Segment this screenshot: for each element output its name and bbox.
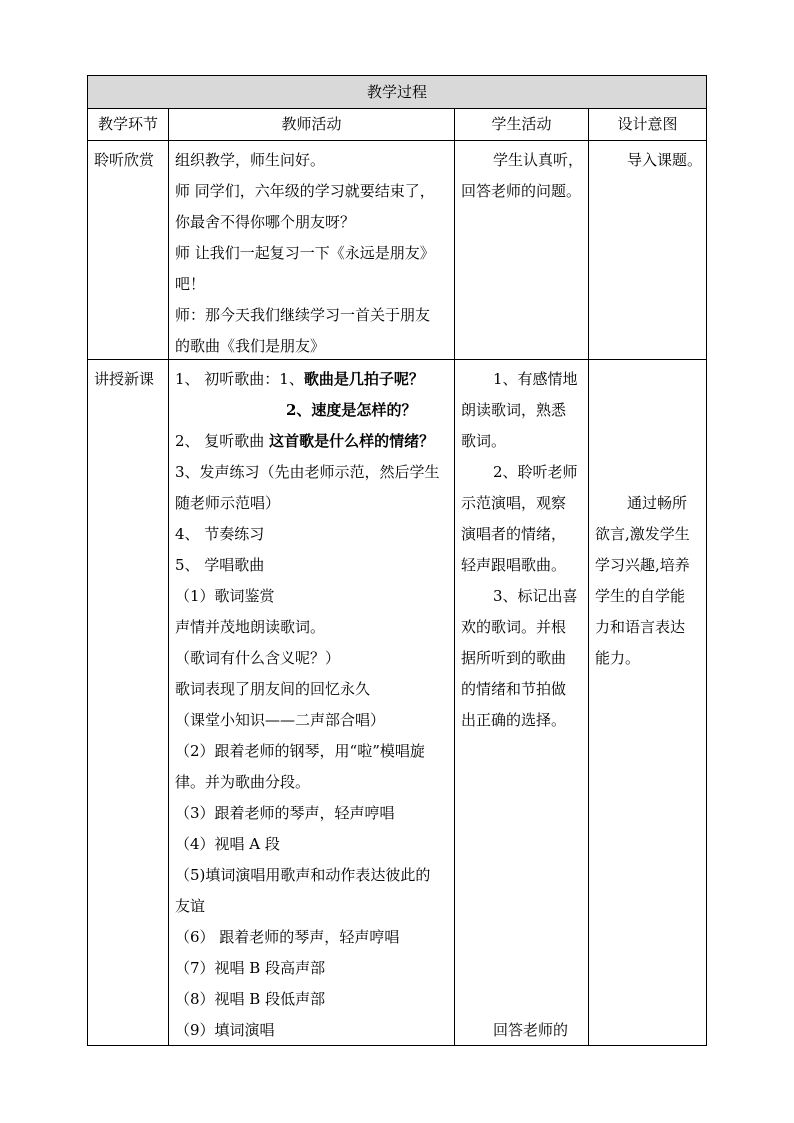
text-line: 的情绪和节拍做 (461, 680, 567, 698)
text-line: 师：那今天我们继续学习一首关于朋友 (175, 306, 431, 324)
text-line: 的歌曲《我们是朋友》 (175, 337, 326, 355)
teaching-process-table (87, 75, 707, 1046)
text-line: （5)填词演唱用歌声和动作表达彼此的 (175, 866, 431, 884)
text-line (286, 400, 416, 420)
table-row (88, 360, 706, 1046)
text-line: 歌词表现了朋友间的回忆永久 (175, 680, 371, 698)
stage-cell: 讲授新课 (94, 370, 155, 388)
table-title: 教学过程 (88, 76, 706, 108)
header-student: 学生活动 (455, 109, 588, 140)
text-line: （课堂小知识——二声部合唱） (175, 711, 386, 729)
text-line: 据所听到的歌曲 (461, 649, 567, 667)
text-line: （9）填词演唱 (175, 1021, 275, 1039)
text-line: 3、标记出喜 (493, 587, 578, 605)
text-line: 随老师示范唱） (175, 494, 281, 512)
text-line: 欲言,激发学生 (595, 525, 690, 543)
column-divider (454, 108, 455, 1045)
text-line: 示范演唱，观察 (461, 494, 567, 512)
text-line: 你最舍不得你哪个朋友呀？ (175, 213, 356, 231)
table-row (88, 141, 706, 359)
text-line: （7）视唱 B 段高声部 (175, 959, 326, 977)
text-line: 学生的自学能 (595, 587, 686, 605)
header-row (88, 109, 706, 140)
text-line: 回答老师的 (493, 1021, 569, 1039)
text-line: 4、 节奏练习 (175, 525, 265, 543)
text-line: （8）视唱 B 段低声部 (175, 990, 326, 1008)
header-intent: 设计意图 (589, 109, 706, 140)
text-line: 声情并茂地朗读歌词。 (175, 618, 326, 636)
text-bold: 歌曲是几拍子呢？ (303, 370, 424, 388)
text-line: 1、有感情地 (493, 370, 578, 388)
text-line: 师 同学们，六年级的学习就要结束了， (175, 182, 435, 200)
text-line: 导入课题。 (627, 151, 703, 169)
text-line: （1）歌词鉴赏 (175, 587, 275, 605)
text-line: 通过畅所 (627, 494, 688, 512)
text-line: 师 让我们一起复习一下《永远是朋友》 (175, 244, 435, 262)
text-line: 律。并为歌曲分段。 (175, 773, 311, 791)
text-line: （2）跟着老师的钢琴，用“啦”模唱旋 (175, 742, 425, 760)
text-line: 吧！ (175, 275, 206, 293)
text-line: 友谊 (175, 897, 206, 915)
text-line (175, 369, 424, 389)
text-plain: 2、 复听歌曲 (175, 432, 270, 450)
text-line: 力和语言表达 (595, 618, 686, 636)
text-line: 学习兴趣,培养 (595, 556, 690, 574)
header-teacher: 教师活动 (169, 109, 454, 140)
header-stage: 教学环节 (88, 109, 168, 140)
text-line: 3、发声练习（先由老师示范，然后学生 (175, 463, 440, 481)
text-line: 回答老师的问题。 (461, 182, 582, 200)
text-line: 朗读歌词，熟悉 (461, 401, 567, 419)
text-bold: 这首歌是什么样的情绪？ (269, 432, 435, 450)
text-line: 欢的歌词。并根 (461, 618, 567, 636)
stage-cell: 聆听欣赏 (94, 151, 155, 169)
text-line (175, 431, 434, 451)
text-line: （3）跟着老师的琴声，轻声哼唱 (175, 804, 395, 822)
text-line: 2、聆听老师 (493, 463, 578, 481)
text-line: 5、 学唱歌曲 (175, 556, 265, 574)
text-line: 演唱者的情绪， (461, 525, 567, 543)
text-line: 组织教学，师生问好。 (175, 151, 326, 169)
text-bold: 2、速度是怎样的？ (286, 401, 417, 419)
text-line: 轻声跟唱歌曲。 (461, 556, 567, 574)
column-divider (168, 108, 169, 1045)
text-line: 学生认真听， (493, 151, 584, 169)
text-line: （4）视唱 A 段 (175, 835, 280, 853)
text-plain: 1、 初听歌曲：1、 (175, 370, 304, 388)
text-line: 歌词。 (461, 432, 507, 450)
text-line: （6） 跟着老师的琴声，轻声哼唱 (175, 928, 400, 946)
text-line: 能力。 (595, 649, 641, 667)
column-divider (588, 108, 589, 1045)
text-line: （歌词有什么含义呢？） (175, 649, 341, 667)
text-line: 出正确的选择。 (461, 711, 567, 729)
